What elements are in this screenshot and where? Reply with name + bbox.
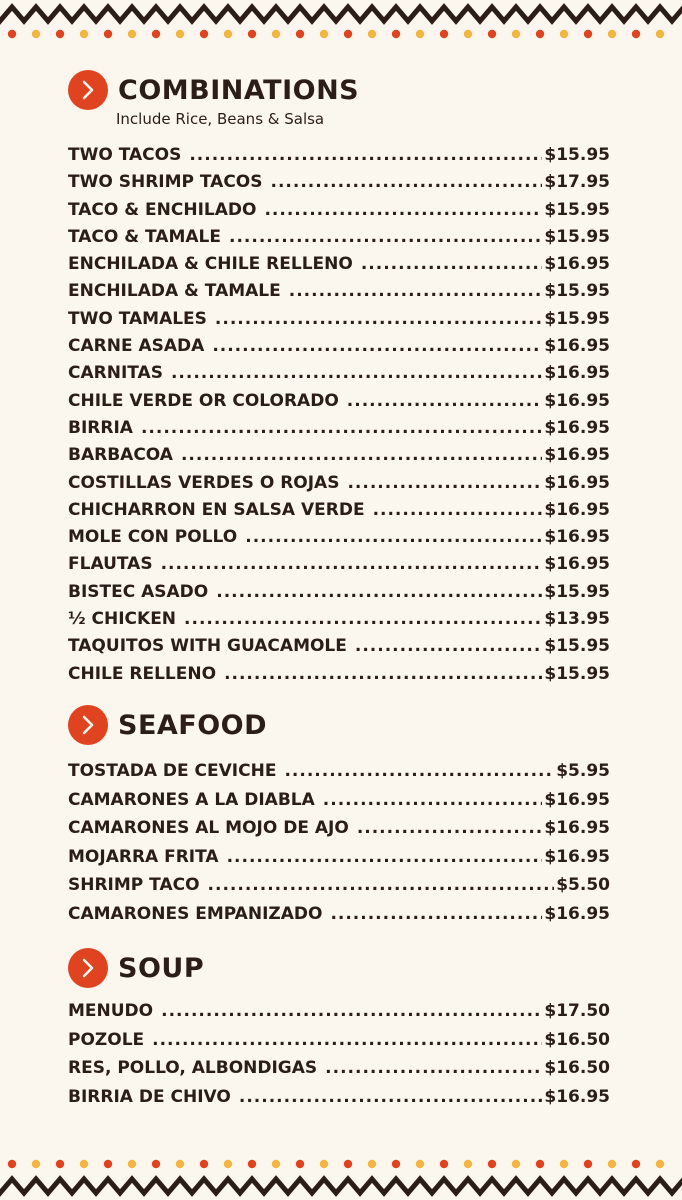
combinations-subtitle: Include Rice, Beans & Salsa (116, 110, 325, 128)
border-dot (464, 1160, 472, 1168)
menu-item-price: $15.95 (544, 663, 610, 684)
bottom-zigzag-border (0, 1156, 682, 1200)
border-dot (632, 1160, 640, 1168)
menu-item (68, 527, 610, 554)
menu-item-name: FLAUTAS (68, 554, 153, 575)
menu-item-name: BARBACOA (68, 445, 173, 466)
menu-item-price: $16.95 (544, 846, 610, 867)
border-dot (656, 1160, 664, 1168)
border-dot (56, 30, 64, 38)
border-dot (152, 30, 160, 38)
menu-item (68, 172, 610, 199)
menu-item-price: $16.50 (544, 1058, 610, 1079)
soup-header (68, 948, 204, 988)
border-dot (560, 30, 568, 38)
dot-leader (216, 582, 542, 602)
dot-leader (323, 790, 543, 810)
menu-item-price: $5.95 (556, 761, 610, 781)
menu-item-price: $15.95 (544, 145, 610, 165)
border-dot (80, 1160, 88, 1168)
menu-item-price: $16.95 (544, 254, 610, 275)
menu-item (68, 473, 610, 500)
menu-item-name: CAMARONES AL MOJO DE AJO (68, 818, 349, 839)
dot-leader (347, 473, 542, 493)
border-dot (104, 1160, 112, 1168)
menu-item (68, 609, 610, 636)
dot-leader (224, 664, 542, 684)
menu-item-price: $15.95 (544, 199, 610, 220)
menu-item (68, 554, 610, 581)
border-dot (464, 30, 472, 38)
menu-item-name: TACO & TAMALE (68, 226, 221, 247)
menu-item-name: RES, POLLO, ALBONDIGAS (68, 1058, 318, 1079)
border-dot (32, 30, 40, 38)
dot-leader (212, 336, 542, 356)
menu-item-name: CARNITAS (68, 363, 163, 384)
border-dot (176, 30, 184, 38)
dot-leader (264, 200, 542, 220)
menu-item-price: $15.95 (544, 636, 610, 657)
border-dot (272, 1160, 280, 1168)
border-dot (440, 1160, 448, 1168)
menu-item-name: TWO TAMALES (68, 308, 207, 329)
dot-leader (284, 761, 554, 781)
border-dot (344, 30, 352, 38)
menu-item-name: ENCHILADA & CHILE RELLENO (68, 254, 353, 275)
menu-item-name: CHILE RELLENO (68, 663, 217, 684)
dot-leader (271, 172, 543, 192)
menu-item-name: CAMARONES A LA DIABLA (68, 789, 315, 810)
menu-item-price: $17.50 (544, 1001, 610, 1021)
border-dot (368, 1160, 376, 1168)
menu-item-name: BIRRIA DE CHIVO (68, 1086, 231, 1107)
menu-item (68, 636, 610, 663)
menu-item (68, 445, 610, 472)
menu-item (68, 200, 610, 227)
chevron-right-icon (68, 705, 108, 745)
soup-list (68, 1001, 610, 1115)
border-dot (248, 1160, 256, 1168)
menu-item-price: $16.95 (544, 903, 610, 924)
seafood-list (68, 761, 610, 933)
menu-item-name: CHICHARRON EN SALSA VERDE (68, 499, 365, 520)
menu-item-name: TWO SHRIMP TACOS (68, 172, 263, 193)
border-dot (416, 1160, 424, 1168)
border-dot (128, 1160, 136, 1168)
border-dot (320, 1160, 328, 1168)
menu-item (68, 818, 610, 847)
border-dot (104, 30, 112, 38)
border-dot (320, 30, 328, 38)
dot-leader (373, 500, 543, 520)
menu-item (68, 391, 610, 418)
border-dot (128, 30, 136, 38)
border-dot (200, 1160, 208, 1168)
border-dot (368, 30, 376, 38)
dot-leader (239, 1087, 543, 1107)
menu-item-price: $16.95 (544, 336, 610, 357)
border-dot (8, 30, 16, 38)
menu-item-name: MOJARRA FRITA (68, 846, 219, 867)
menu-item (68, 363, 610, 390)
border-dot (224, 1160, 232, 1168)
dot-leader (141, 418, 542, 438)
border-dot (8, 1160, 16, 1168)
border-dot (440, 30, 448, 38)
border-dot (248, 30, 256, 38)
menu-item-name: TACO & ENCHILADO (68, 199, 257, 220)
menu-item-price: $16.95 (544, 1086, 610, 1107)
menu-item-name: TAQUITOS WITH GUACAMOLE (68, 636, 347, 657)
dot-leader (325, 1058, 542, 1078)
menu-item-price: $16.50 (544, 1029, 610, 1050)
dot-leader (184, 609, 542, 629)
border-dot (272, 30, 280, 38)
border-dot (584, 30, 592, 38)
dot-leader (161, 1001, 542, 1021)
dot-leader (289, 281, 543, 301)
menu-item-price: $16.95 (544, 499, 610, 520)
border-dot (344, 1160, 352, 1168)
border-dot (488, 1160, 496, 1168)
soup-title: SOUP (118, 952, 205, 984)
border-dot (224, 30, 232, 38)
border-dot (608, 1160, 616, 1168)
dot-leader (347, 391, 543, 411)
dot-leader (208, 875, 555, 895)
chevron-right-icon (68, 70, 108, 110)
menu-item (68, 418, 610, 445)
combinations-list (68, 145, 610, 691)
menu-item (68, 336, 610, 363)
menu-item-price: $17.95 (544, 172, 610, 193)
chevron-right-icon (68, 948, 108, 988)
border-dot (536, 1160, 544, 1168)
border-dot (512, 30, 520, 38)
border-dot (632, 30, 640, 38)
border-dot (512, 1160, 520, 1168)
menu-item (68, 582, 610, 609)
menu-item-price: $16.95 (544, 363, 610, 384)
menu-item-name: COSTILLAS VERDES O ROJAS (68, 472, 340, 493)
menu-item-name: SHRIMP TACO (68, 875, 200, 896)
menu-item-price: $15.95 (544, 581, 610, 602)
combinations-header (68, 70, 359, 110)
menu-item (68, 790, 610, 819)
dot-leader (355, 636, 543, 656)
dot-leader (229, 227, 542, 247)
menu-item-name: TOSTADA DE CEVICHE (68, 761, 277, 781)
menu-item-name: CAMARONES EMPANIZADO (68, 903, 323, 924)
menu-item-price: $16.95 (544, 472, 610, 493)
menu-item-price: $15.95 (544, 226, 610, 247)
menu-item-name: CARNE ASADA (68, 336, 205, 357)
menu-item (68, 145, 610, 172)
border-dot (656, 30, 664, 38)
menu-item (68, 904, 610, 933)
dot-leader (152, 1030, 542, 1050)
menu-item (68, 1030, 610, 1059)
border-dot (488, 30, 496, 38)
menu-item-price: $16.95 (544, 390, 610, 411)
border-dot (56, 1160, 64, 1168)
menu-item-price: $16.95 (544, 554, 610, 575)
menu-item-price: $15.95 (544, 281, 610, 302)
border-dot (392, 1160, 400, 1168)
menu-item (68, 1087, 610, 1116)
border-dot (536, 30, 544, 38)
border-dot (176, 1160, 184, 1168)
menu-item (68, 281, 610, 308)
top-zigzag-border (0, 0, 682, 44)
menu-item-name: MENUDO (68, 1001, 154, 1021)
menu-item-price: $5.50 (556, 875, 610, 896)
dot-leader (181, 445, 542, 465)
border-dot (392, 30, 400, 38)
dot-leader (245, 527, 542, 547)
menu-item (68, 761, 610, 790)
menu-item-price: $16.95 (544, 417, 610, 438)
menu-item-name: ENCHILADA & TAMALE (68, 281, 281, 302)
menu-item (68, 1058, 610, 1087)
menu-item (68, 309, 610, 336)
seafood-title: SEAFOOD (118, 709, 268, 741)
menu-item-name: CHILE VERDE OR COLORADO (68, 390, 339, 411)
border-dot (584, 1160, 592, 1168)
menu-item-price: $16.95 (544, 818, 610, 839)
menu-item (68, 1001, 610, 1030)
border-dot (416, 30, 424, 38)
menu-item-name: POZOLE (68, 1029, 145, 1050)
menu-item-name: BIRRIA (68, 417, 133, 438)
border-dot (608, 30, 616, 38)
border-dot (80, 30, 88, 38)
menu-item-name: MOLE CON POLLO (68, 527, 238, 548)
menu-item-price: $16.95 (544, 789, 610, 810)
combinations-title: COMBINATIONS (118, 74, 360, 106)
border-dot (200, 30, 208, 38)
menu-item-price: $16.95 (544, 527, 610, 548)
menu-item-price: $16.95 (544, 445, 610, 466)
menu-item (68, 500, 610, 527)
dot-leader (189, 145, 542, 165)
dot-leader (215, 309, 542, 329)
dot-leader (161, 554, 543, 574)
dot-leader (330, 904, 542, 924)
dot-leader (171, 363, 542, 383)
menu-item (68, 847, 610, 876)
seafood-header (68, 705, 267, 745)
menu-item (68, 227, 610, 254)
border-dot (560, 1160, 568, 1168)
dot-leader (227, 847, 543, 867)
menu-item-name: TWO TACOS (68, 145, 182, 165)
menu-item-price: $15.95 (544, 308, 610, 329)
menu-item-name: ½ CHICKEN (68, 609, 177, 630)
border-dot (32, 1160, 40, 1168)
menu-item-price: $13.95 (544, 609, 610, 630)
menu-item-name: BISTEC ASADO (68, 581, 209, 602)
menu-item (68, 875, 610, 904)
dot-leader (361, 254, 543, 274)
menu-item (68, 254, 610, 281)
border-dot (296, 30, 304, 38)
border-dot (152, 1160, 160, 1168)
border-dot (296, 1160, 304, 1168)
dot-leader (357, 818, 543, 838)
menu-item (68, 664, 610, 691)
